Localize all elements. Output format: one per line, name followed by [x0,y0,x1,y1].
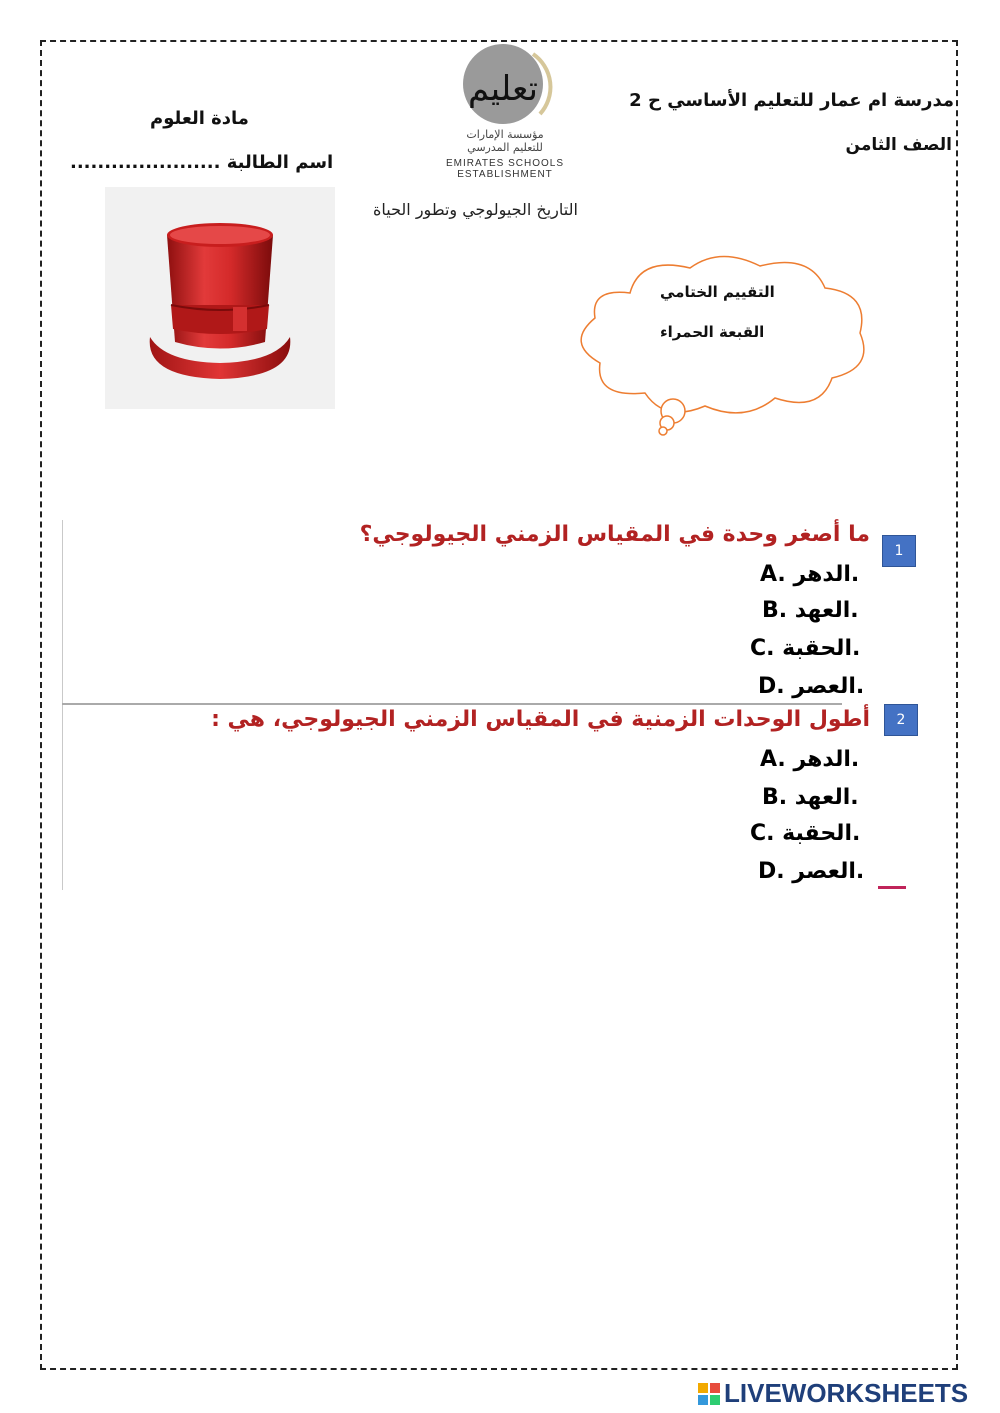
q1-option-d[interactable]: D. العصر. [758,674,865,699]
cloud-line-1: التقييم الختامي [660,283,775,301]
q2-option-d[interactable]: D. العصر. [758,859,865,884]
cloud-line-2: القبعة الحمراء [660,323,765,341]
liveworksheets-brand[interactable]: LIVEWORKSHEETS [724,1378,969,1408]
student-name-field[interactable]: اسم الطالبة ...................... [70,152,334,173]
school-name: مدرسة ام عمار للتعليم الأساسي ح 2 [629,90,954,111]
question-2-text: أطول الوحدات الزمنية في المقياس الزمني الجيولوجي، هي : [211,707,870,732]
logo-arabic-line1: مؤسسة الإمارات [466,128,544,141]
liveworksheets-logo-icon [698,1383,720,1405]
cloud-shape-icon [570,248,875,438]
lesson-topic: التاريخ الجيولوجي وتطور الحياة [373,200,578,219]
question-1-text: ما أصغر وحدة في المقياس الزمني الجيولوجي؟ [359,522,870,547]
logo-arabic-line2: للتعليم المدرسي [467,141,543,154]
question-number-badge: 1 [882,535,916,567]
logo-english-line1: EMIRATES SCHOOLS [445,158,565,169]
q2-option-a[interactable]: A. الدهر. [760,747,860,772]
q2-option-b[interactable]: B. العهد. [762,785,859,810]
subject-label: مادة العلوم [150,108,249,129]
logo-mark-icon [415,42,575,132]
q1-option-a[interactable]: A. الدهر. [760,562,860,587]
thought-cloud [570,248,875,438]
question-2-block [62,705,843,890]
question-1-block [62,520,843,703]
question-number-badge: 2 [884,704,918,736]
q2-option-c[interactable]: C. الحقبة. [750,821,861,846]
logo-english-line2: ESTABLISHMENT [457,169,553,180]
red-top-hat-icon [105,187,335,409]
q1-option-b[interactable]: B. العهد. [762,598,859,623]
red-hat-image [105,187,335,409]
grade-label: الصف الثامن [845,135,952,155]
logo-arabic-mark: تعليم [467,69,539,109]
q1-option-c[interactable]: C. الحقبة. [750,636,861,661]
logo-arabic-org [445,128,565,154]
logo-english-org [445,158,565,180]
decorative-dash [878,886,906,889]
